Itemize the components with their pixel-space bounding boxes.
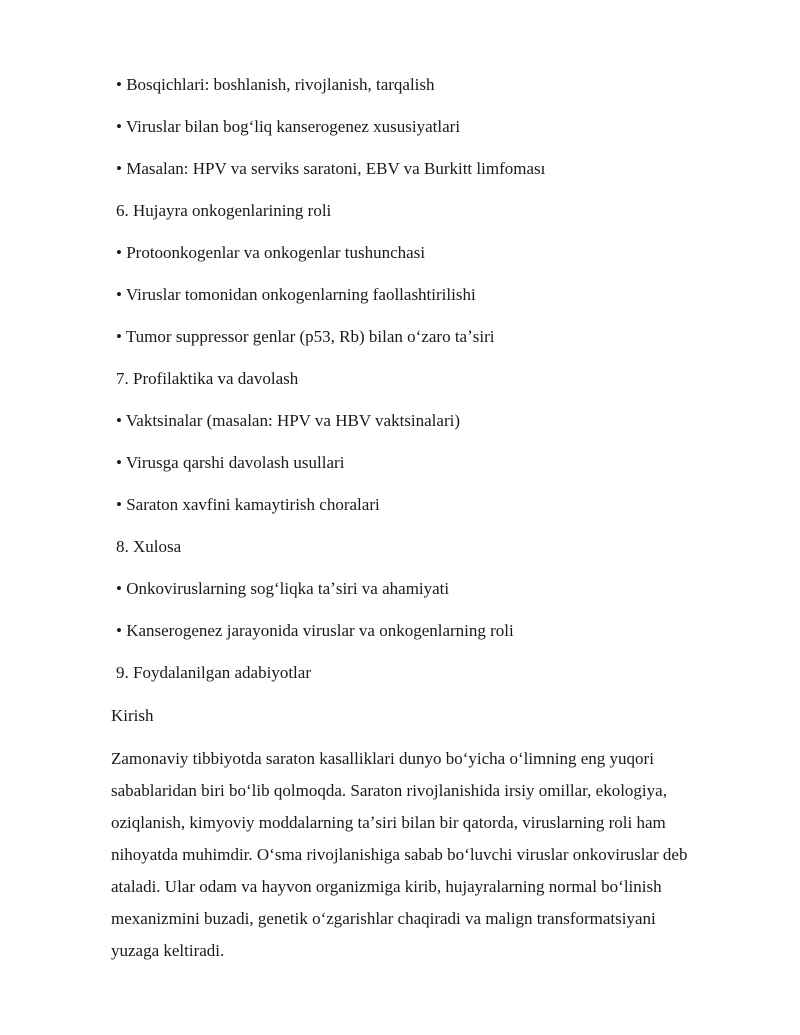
outline-item: • Saraton xavfini kamaytirish choralari (116, 495, 380, 514)
paragraph-line: nihoyatda muhimdir. Oʻsma rivojlanishiga sabab boʻluvchi viruslar onkoviruslar deb (111, 845, 688, 864)
paragraph-line: oziqlanish, kimyoviy moddalarning taʼsiri bilan bir qatorda, viruslarning roli ham (111, 813, 666, 832)
paragraph-line: Zamonaviy tibbiyotda saraton kasalliklari dunyo boʻyicha oʻlimning eng yuqori (111, 749, 654, 768)
outline-item: • Viruslar tomonidan onkogenlarning faollashtirilishi (116, 285, 476, 304)
outline-section-heading: 9. Foydalanilgan adabiyotlar (116, 663, 311, 682)
outline-item: • Onkoviruslarning sogʻliqka taʼsiri va ahamiyati (116, 579, 450, 598)
outline-section-heading: 8. Xulosa (116, 537, 182, 556)
paragraph-line: mexanizmini buzadi, genetik oʻzgarishlar chaqiradi va malign transformatsiyani (111, 909, 656, 928)
outline-item: • Kanserogenez jarayonida viruslar va onkogenlarning roli (116, 621, 514, 640)
paragraph-line: yuzaga keltiradi. (111, 941, 225, 960)
table-of-contents (116, 70, 776, 700)
outline-item: • Virusga qarshi davolash usullari (116, 453, 345, 472)
outline-item: • Vaktsinalar (masalan: HPV va HBV vaktsinalari) (116, 411, 461, 430)
section-heading: Kirish (111, 706, 154, 725)
paragraph-line: ataladi. Ular odam va hayvon organizmiga kirib, hujayralarning normal boʻlinish (111, 877, 662, 896)
intro-paragraph (111, 743, 741, 967)
outline-section-heading: 6. Hujayra onkogenlarining roli (116, 201, 332, 220)
outline-section-heading: 7. Profilaktika va davolash (116, 369, 299, 388)
outline-item: • Viruslar bilan bogʻliq kanserogenez xususiyatlari (116, 117, 461, 136)
outline-item: • Bosqichlari: boshlanish, rivojlanish, tarqalish (116, 75, 435, 94)
outline-item: • Protoonkogenlar va onkogenlar tushunchasi (116, 243, 426, 262)
paragraph-line: sabablaridan biri boʻlib qolmoqda. Saraton rivojlanishida irsiy omillar, ekologiya, (111, 781, 667, 800)
outline-item: • Masalan: HPV va serviks saratoni, EBV va Burkitt limfoması (116, 159, 546, 178)
outline-item: • Tumor suppressor genlar (p53, Rb) bilan oʻzaro taʼsiri (116, 327, 495, 346)
